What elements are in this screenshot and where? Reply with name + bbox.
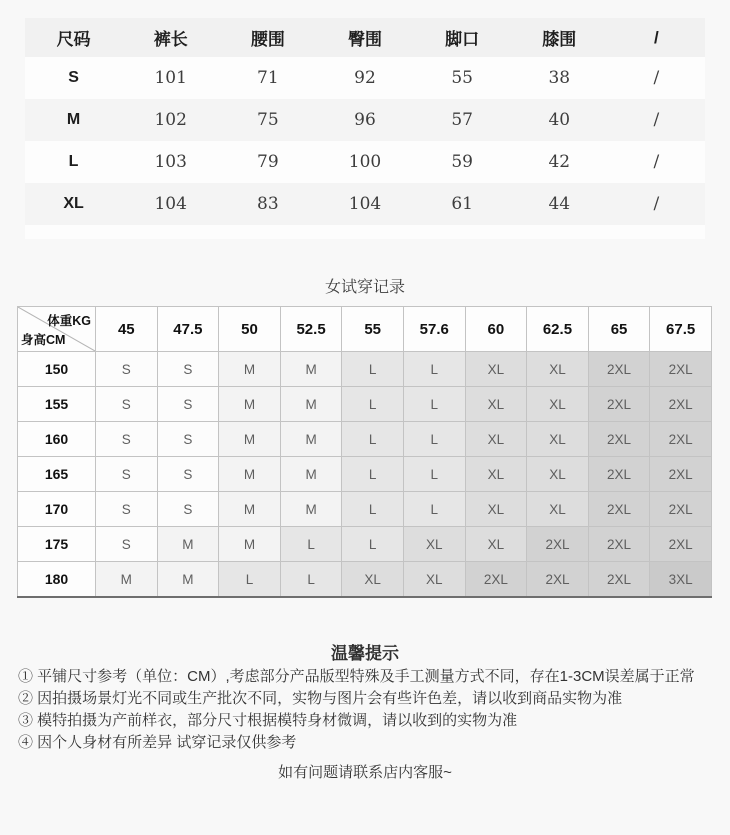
fit-size-cell: S [96, 457, 158, 492]
fit-size-cell: 2XL [650, 422, 712, 457]
size-label-cell: L [68, 153, 79, 170]
fit-size-cell: M [157, 562, 219, 598]
measurement-cell: / [653, 68, 660, 88]
fit-size-cell: XL [527, 422, 589, 457]
weight-header-cell: 57.6 [403, 307, 465, 352]
fit-size-cell: L [342, 492, 404, 527]
corner-height-label: 身高CM [21, 333, 66, 347]
size-table-header-cell: 尺码 [56, 30, 91, 49]
fit-size-cell: M [280, 387, 342, 422]
fit-size-cell: M [280, 422, 342, 457]
fit-size-cell: 2XL [588, 527, 650, 562]
corner-weight-label: 体重KG [47, 314, 91, 328]
tryon-row [18, 492, 712, 527]
fit-size-cell: XL [465, 352, 527, 387]
fit-size-cell: 2XL [588, 457, 650, 492]
fit-size-cell: XL [527, 457, 589, 492]
measurement-cell: / [653, 152, 660, 172]
size-table-header-cell: / [654, 27, 659, 47]
fit-size-cell: 2XL [650, 457, 712, 492]
measurement-cell: 104 [154, 194, 187, 214]
fit-size-cell: S [96, 387, 158, 422]
tryon-header-row [18, 307, 712, 352]
fit-size-cell: M [219, 457, 281, 492]
tip-note-line: ③ 模特拍摄为产前样衣，部分尺寸根据模特身材微调，请以收到的实物为准 [18, 712, 518, 729]
tryon-row [18, 422, 712, 457]
height-header-cell: 155 [18, 387, 96, 422]
fit-size-cell: XL [465, 387, 527, 422]
weight-header-cell: 60 [465, 307, 527, 352]
weight-header-cell: 45 [96, 307, 158, 352]
tryon-table-body [18, 307, 712, 598]
measurement-cell: 71 [257, 68, 279, 88]
tryon-record-table [17, 306, 712, 598]
measurement-cell: 83 [257, 194, 279, 214]
size-label-cell: XL [63, 195, 84, 212]
measurement-cell: 92 [354, 68, 376, 88]
fit-size-cell: M [157, 527, 219, 562]
fit-size-cell: S [157, 457, 219, 492]
fit-size-cell: XL [465, 457, 527, 492]
size-table-header-cell: 腰围 [250, 30, 285, 49]
fit-size-cell: L [342, 422, 404, 457]
table-row [25, 57, 705, 99]
measurement-cell: 100 [348, 152, 382, 172]
size-measurement-table [25, 18, 705, 239]
weight-header-cell: 65 [588, 307, 650, 352]
fit-size-cell: XL [465, 527, 527, 562]
height-header-cell: 175 [18, 527, 96, 562]
fit-size-cell: S [96, 527, 158, 562]
fit-size-cell: XL [465, 422, 527, 457]
fit-size-cell: L [219, 562, 281, 598]
fit-size-cell: L [280, 527, 342, 562]
fit-size-cell: L [403, 422, 465, 457]
fit-size-cell: S [157, 492, 219, 527]
size-table-header-cell: 裤长 [153, 30, 188, 49]
measurement-cell: 96 [354, 110, 376, 130]
fit-size-cell: XL [527, 387, 589, 422]
fit-size-cell: 2XL [650, 387, 712, 422]
fit-size-cell: 2XL [588, 352, 650, 387]
size-table-header-cell: 臀围 [347, 30, 382, 49]
height-header-cell: 170 [18, 492, 96, 527]
fit-size-cell: M [219, 527, 281, 562]
fit-size-cell: XL [465, 492, 527, 527]
tryon-row [18, 387, 712, 422]
fit-size-cell: L [280, 562, 342, 598]
fit-size-cell: L [403, 457, 465, 492]
weight-header-cell: 62.5 [527, 307, 589, 352]
measurement-cell: / [653, 110, 660, 130]
fit-size-cell: 2XL [465, 562, 527, 598]
tip-note-line: ① 平铺尺寸参考（单位：CM）,考虑部分产品版型特殊及手工测量方式不同，存在1-3CM误差属于正常 [18, 668, 695, 685]
weight-header-cell: 67.5 [650, 307, 712, 352]
fit-size-cell: 2XL [527, 527, 589, 562]
tips-title: 温馨提示 [331, 644, 399, 663]
size-table-footer-strip [25, 225, 705, 239]
weight-header-cell: 52.5 [280, 307, 342, 352]
fit-size-cell: S [157, 352, 219, 387]
size-table-header-row [25, 18, 705, 57]
measurement-cell: 40 [548, 110, 571, 130]
fit-size-cell: M [219, 492, 281, 527]
fit-size-cell: 3XL [650, 562, 712, 598]
tryon-record-title: 女试穿记录 [324, 279, 405, 296]
tip-note-line: ② 因拍摄场景灯光不同或生产批次不同，实物与图片会有些许色差，请以收到商品实物为准 [18, 690, 623, 707]
fit-size-cell: L [342, 387, 404, 422]
fit-size-cell: 2XL [588, 492, 650, 527]
fit-size-cell: XL [527, 352, 589, 387]
fit-size-cell: S [96, 492, 158, 527]
fit-size-cell: M [280, 457, 342, 492]
height-header-cell: 180 [18, 562, 96, 598]
measurement-cell: 59 [451, 152, 473, 172]
size-table-body [25, 57, 705, 225]
measurement-cell: 57 [451, 110, 473, 130]
fit-size-cell: 2XL [527, 562, 589, 598]
height-header-cell: 160 [18, 422, 96, 457]
size-table-header-cell: 膝围 [542, 30, 577, 49]
fit-size-cell: M [219, 387, 281, 422]
fit-size-cell: XL [527, 492, 589, 527]
weight-header-cell: 47.5 [157, 307, 219, 352]
measurement-cell: / [653, 194, 660, 214]
fit-size-cell: S [96, 422, 158, 457]
height-header-cell: 150 [18, 352, 96, 387]
fit-size-cell: L [403, 387, 465, 422]
fit-size-cell: M [96, 562, 158, 598]
measurement-cell: 44 [548, 194, 571, 214]
measurement-cell: 42 [548, 152, 571, 172]
fit-size-cell: L [403, 352, 465, 387]
fit-size-cell: M [280, 492, 342, 527]
tips-footer: 如有问题请联系店内客服~ [278, 764, 452, 781]
measurement-cell: 103 [154, 152, 187, 172]
measurement-cell: 104 [348, 194, 382, 214]
table-row [25, 99, 705, 141]
fit-size-cell: XL [342, 562, 404, 598]
measurement-cell: 79 [257, 152, 279, 172]
measurement-cell: 55 [451, 68, 473, 88]
size-label-cell: S [68, 69, 79, 86]
tryon-corner-cell [18, 307, 96, 352]
tryon-row [18, 562, 712, 598]
tryon-row [18, 457, 712, 492]
fit-size-cell: S [96, 352, 158, 387]
tips-notes [18, 666, 718, 754]
fit-size-cell: L [342, 352, 404, 387]
fit-size-cell: S [157, 387, 219, 422]
fit-size-cell: M [280, 352, 342, 387]
table-row [25, 183, 705, 225]
fit-size-cell: XL [403, 527, 465, 562]
tryon-row [18, 527, 712, 562]
measurement-cell: 101 [154, 68, 187, 88]
fit-size-cell: 2XL [650, 527, 712, 562]
fit-size-cell: 2XL [588, 562, 650, 598]
weight-header-cell: 55 [342, 307, 404, 352]
measurement-cell: 75 [257, 110, 279, 130]
fit-size-cell: L [342, 527, 404, 562]
fit-size-cell: 2XL [588, 422, 650, 457]
tryon-row [18, 352, 712, 387]
fit-size-cell: L [403, 492, 465, 527]
fit-size-cell: S [157, 422, 219, 457]
measurement-cell: 102 [154, 110, 187, 130]
tip-note-line: ④ 因个人身材有所差异 试穿记录仅供参考 [18, 734, 297, 751]
fit-size-cell: XL [403, 562, 465, 598]
table-row [25, 141, 705, 183]
fit-size-cell: 2XL [588, 387, 650, 422]
size-label-cell: M [66, 111, 81, 128]
measurement-cell: 61 [451, 194, 473, 214]
fit-size-cell: L [342, 457, 404, 492]
fit-size-cell: M [219, 352, 281, 387]
weight-header-cell: 50 [219, 307, 281, 352]
fit-size-cell: M [219, 422, 281, 457]
size-table-header-cell: 脚口 [445, 30, 480, 49]
fit-size-cell: 2XL [650, 352, 712, 387]
height-header-cell: 165 [18, 457, 96, 492]
fit-size-cell: 2XL [650, 492, 712, 527]
measurement-cell: 38 [548, 68, 571, 88]
